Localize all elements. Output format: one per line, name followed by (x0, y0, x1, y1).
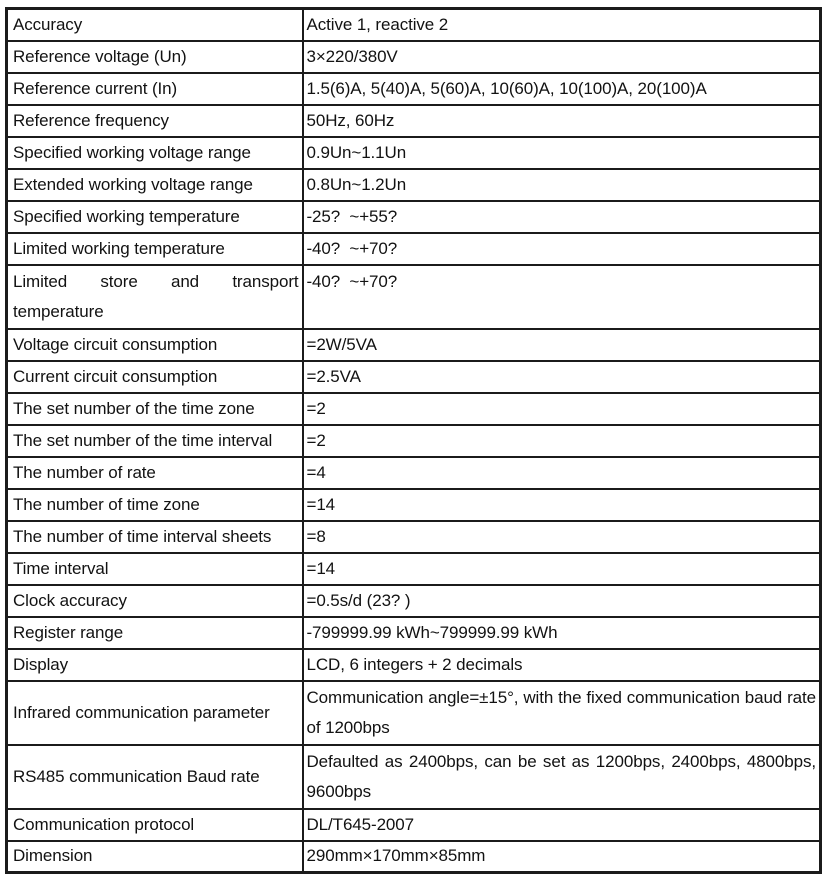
spec-value: 3×220/380V (303, 41, 821, 73)
spec-value: 0.9Un~1.1Un (303, 137, 821, 169)
spec-label: Voltage circuit consumption (7, 329, 303, 361)
spec-label: The set number of the time zone (7, 393, 303, 425)
table-row (7, 457, 821, 489)
spec-label: Current circuit consumption (7, 361, 303, 393)
spec-label: Communication protocol (7, 809, 303, 841)
spec-label: Dimension (7, 841, 303, 873)
spec-label: The number of rate (7, 457, 303, 489)
table-row (7, 649, 821, 681)
spec-value: =2 (303, 425, 821, 457)
spec-value: -40? ~+70? (303, 265, 821, 329)
table-row (7, 41, 821, 73)
spec-value: =2 (303, 393, 821, 425)
table-row (7, 585, 821, 617)
spec-value: 1.5(6)A, 5(40)A, 5(60)A, 10(60)A, 10(100)A, 20(100)A (303, 73, 821, 105)
spec-label: Time interval (7, 553, 303, 585)
spec-value: 0.8Un~1.2Un (303, 169, 821, 201)
spec-value: =2W/5VA (303, 329, 821, 361)
spec-value: =14 (303, 553, 821, 585)
spec-label: Specified working voltage range (7, 137, 303, 169)
spec-value: Defaulted as 2400bps, can be set as 1200bps, 2400bps, 4800bps, 9600bps (303, 745, 821, 809)
table-row (7, 105, 821, 137)
spec-value: =0.5s/d (23? ) (303, 585, 821, 617)
table-row (7, 809, 821, 841)
spec-label: The number of time zone (7, 489, 303, 521)
table-row (7, 617, 821, 649)
spec-value: -40? ~+70? (303, 233, 821, 265)
table-row (7, 73, 821, 105)
spec-value: DL/T645-2007 (303, 809, 821, 841)
table-row (7, 137, 821, 169)
spec-label: Clock accuracy (7, 585, 303, 617)
spec-value: 50Hz, 60Hz (303, 105, 821, 137)
spec-label: The set number of the time interval (7, 425, 303, 457)
spec-value: LCD, 6 integers + 2 decimals (303, 649, 821, 681)
table-row (7, 233, 821, 265)
spec-value: =8 (303, 521, 821, 553)
table-row (7, 745, 821, 809)
spec-label: Reference current (In) (7, 73, 303, 105)
spec-label: The number of time interval sheets (7, 521, 303, 553)
table-row (7, 361, 821, 393)
spec-label: Specified working temperature (7, 201, 303, 233)
spec-label: Accuracy (7, 9, 303, 41)
spec-value: =14 (303, 489, 821, 521)
spec-value: =4 (303, 457, 821, 489)
table-row (7, 201, 821, 233)
table-row (7, 169, 821, 201)
spec-label: Display (7, 649, 303, 681)
table-row (7, 265, 821, 329)
table-row (7, 553, 821, 585)
spec-value: Communication angle=±15°, with the fixed communication baud rate of 1200bps (303, 681, 821, 745)
spec-label: Infrared communication parameter (7, 681, 303, 745)
table-row (7, 841, 821, 873)
table-row (7, 9, 821, 41)
table-row (7, 681, 821, 745)
spec-label: Reference frequency (7, 105, 303, 137)
table-row (7, 521, 821, 553)
spec-value: 290mm×170mm×85mm (303, 841, 821, 873)
table-row (7, 489, 821, 521)
spec-label: Reference voltage (Un) (7, 41, 303, 73)
spec-label: Limited working temperature (7, 233, 303, 265)
spec-table (5, 7, 822, 874)
spec-label: Register range (7, 617, 303, 649)
spec-value: -799999.99 kWh~799999.99 kWh (303, 617, 821, 649)
spec-value: -25? ~+55? (303, 201, 821, 233)
spec-label: RS485 communication Baud rate (7, 745, 303, 809)
table-row (7, 425, 821, 457)
spec-value: =2.5VA (303, 361, 821, 393)
spec-value: Active 1, reactive 2 (303, 9, 821, 41)
spec-label: Extended working voltage range (7, 169, 303, 201)
table-row (7, 393, 821, 425)
table-row (7, 329, 821, 361)
spec-label: Limited store and transport temperature (7, 265, 303, 329)
